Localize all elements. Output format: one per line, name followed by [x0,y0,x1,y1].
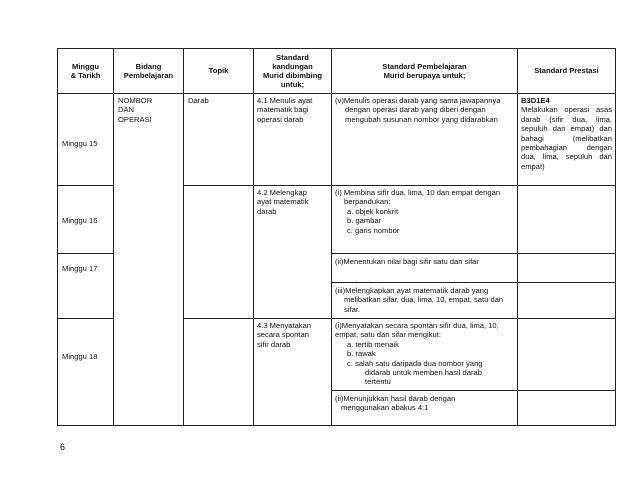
header-bottom [57,93,616,94]
prestasi-line7: empat) [521,161,545,171]
table-border-left [57,48,58,426]
bidang-line1: NOMBOR [118,96,153,105]
prestasi-text [521,96,612,171]
sp-r2-item-a: a. objek konkrit [347,206,399,216]
bidang-text [118,96,182,124]
row-divider-17b [183,318,616,319]
header-standard-prestasi [518,49,615,93]
row-divider-17a [331,282,616,283]
sk-4-3-line3: sifir darab [257,339,291,349]
sp-r5-line1: (i)Menyatakan secara spontan sifir dua, lima, 10, [335,321,499,330]
header-standard-pembelajaran [332,49,517,93]
row-divider-16b [331,253,616,254]
prestasi-code: B3D1E4 [521,96,550,105]
header-sp-line1: Standard Pembelajaran [382,61,467,71]
week-17-label: Minggu 17 [62,264,98,273]
sp-r2-item-c: c. garis nombor [347,225,400,235]
sk-4-3-line2: secara spontan [257,330,309,340]
bidang-line3: OPERASI [118,114,152,124]
table-border-bottom [57,425,616,426]
header-minggu-line2: & Tarikh [70,71,101,80]
sk-4-2-line2: ayat matematik [257,197,309,207]
sp-r5-item-a: a. tertib menaik [347,339,399,349]
col-divider-3 [253,48,254,426]
header-standard-kandungan [254,49,331,93]
sk-4-2-line1: 4.2 Melengkap [257,188,307,197]
row-divider-18a [331,390,616,391]
sp-r1-line2: dengan operasi darab yang diberi dengan [345,105,486,115]
col-divider-4 [331,48,332,426]
bidang-line2: DAN [118,105,135,115]
col-divider-1 [113,48,114,426]
sp-r1-line1: (v)Menulis operasi darab yang sama jawapannya [335,96,501,105]
topik-text: Darab [188,96,209,105]
page-number: 6 [60,442,66,452]
sk-4-2-line3: darab [257,206,277,216]
header-topik [184,49,253,93]
sp-r5-cont-1: didarab untuk memberi hasil darab [365,368,482,378]
week-16-label: Minggu 16 [62,216,98,225]
sk-4-1-line3: operasi darab [257,114,304,124]
sp-row-2 [335,188,515,235]
sp-row-6 [335,394,515,413]
prestasi-line3: sepuluh dan empat) dan [521,124,612,134]
sp-r5-item-c: c. salah satu daripada dua nombor yang [347,358,483,368]
prestasi-line2: darab (sifir dua, lima, [521,114,612,124]
col-divider-5 [517,48,518,426]
header-sp-line2: Murid berupaya untuk; [383,71,466,80]
sp-r4-line2: melibatkan sifar, dua, lima, 10, empat, satu dan [344,295,504,305]
sk-4-1 [257,96,330,124]
prestasi-line1: Melakukan operasi asas [521,105,612,115]
sp-row-3: (ii)Menentukan nilai bagi sifir satu dan sifar [335,257,479,266]
sk-4-3-line1: 4.3 Menyatakan [257,321,312,330]
header-topik-label: Topik [208,66,229,76]
header-sk-line2: kandungan [272,61,313,71]
table-border-right [615,48,616,426]
row-divider-15b [183,185,616,186]
sp-r5-cont-2: tertentu [365,377,391,387]
sp-r6-line2: menggunakan abakus 4:1 [341,403,429,413]
header-minggu [58,49,113,93]
sp-r2-item-b: b. gambar [347,216,382,226]
sp-r2-line1: (i) Membina sifir dua, lima, 10 dan empat dengan [335,188,501,197]
sk-4-1-line1: 4.1 Menulis ayat [257,96,313,105]
sp-r4-line3: sifar. [344,304,361,314]
header-bidang-line1: Bidang [135,61,162,71]
sp-r5-item-b: b. rawak [347,349,376,359]
header-sk-line1: Standard [276,52,309,62]
header-sk-line4: untuk; [280,80,305,90]
week-18-label: Minggu 18 [62,352,98,361]
sp-r2-line2: berpandukan: [344,197,391,207]
sk-4-3 [257,321,330,349]
sk-4-1-line2: matematik bagi [257,105,309,115]
sp-r1-line3: mengubah susunan nombor yang didarabkan [345,114,498,124]
row-divider-16 [57,253,113,254]
sp-row-1 [335,96,515,124]
sp-r4-line1: (iii)Melengkapkan ayat matematik darab yang [335,286,489,295]
prestasi-line4: bahagi (melibatkan [521,133,612,143]
sp-row-4 [335,286,515,314]
header-bidang-line2: Pembelajaran [123,71,174,80]
sp-r6-line1: (ii)Menunjukkan hasil darab dengan [335,394,456,403]
prestasi-line5: pembahagian dengan [521,143,612,153]
header-minggu-line1: Minggu [72,61,99,71]
sk-4-2 [257,188,330,216]
col-divider-2 [183,48,184,426]
header-prestasi-label: Standard Prestasi [534,66,599,76]
sp-row-5 [335,321,515,387]
row-divider-15 [57,185,113,186]
header-sk-line3: Murid dibimbing [262,71,323,80]
week-15-label: Minggu 15 [62,139,98,148]
prestasi-line6: dua, lima, sepuluh dan [521,152,612,162]
sp-r5-line2: empat, satu dan sifar mengikut: [335,330,441,340]
header-bidang [114,49,183,93]
row-divider-17 [57,318,113,319]
